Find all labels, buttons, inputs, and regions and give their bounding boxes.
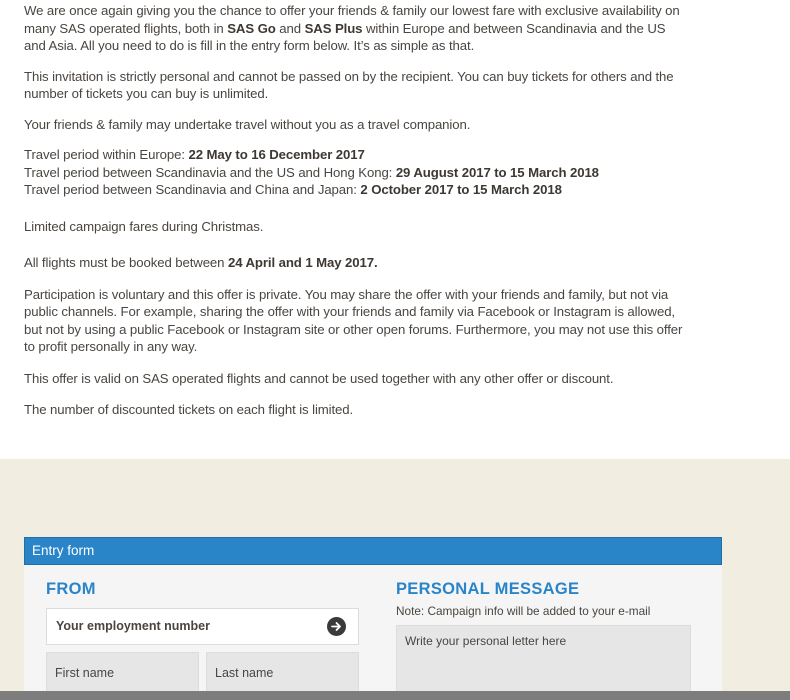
travel-period-us-label: Travel period between Scandinavia and the US and Hong Kong: [24,164,396,180]
sas-plus-label: SAS Plus [304,20,363,36]
entry-form [24,537,722,700]
booking-period [24,254,684,272]
travel-period-europe-label: Travel period within Europe: [24,147,189,162]
travel-period-us-value: 29 August 2017 to 15 March 2018 [395,164,599,180]
arrow-right-icon[interactable] [327,617,346,636]
validity-paragraph: This offer is valid on SAS operated flights and cannot be used together with any other offer or discount. [24,370,614,386]
campaign-info [24,0,684,419]
last-name-field[interactable] [206,652,359,692]
intro-text: We are once again giving you the chance to offer your friends & family our lowest fare with exclusive availability on many SAS operated flights, both in [24,3,680,36]
intro-paragraph [24,2,684,55]
booking-period-value: 24 April and 1 May 2017. [227,255,378,270]
companion-paragraph: Your friends & family may undertake travel without you as a travel companion. [24,116,471,132]
campaign-note: Note: Campaign info will be added to your e-mail [396,604,651,618]
travel-period-asia-value: 2 October 2017 to 15 March 2018 [360,182,562,197]
intro-text-and: and [275,20,305,36]
participation-paragraph: Participation is voluntary and this offer is private. You may share the offer with your friends and family, but not via public channels. For example, sharing the offer with your friends and family via Facebook or Instagram is allowed, but not by using a public Facebook or Instagram site or other open forums. Furthermore, you may not use this offer to profit personally in any way. [24,286,683,354]
personal-message-placeholder: Write your personal letter here [405,634,567,648]
travel-periods [24,146,684,199]
booking-period-label: All flights must be booked between [24,255,228,270]
entry-form-header: Entry form [24,537,722,565]
personal-invitation-paragraph: This invitation is strictly personal and cannot be passed on by the recipient. You can buy tickets for others and the number of tickets you can buy is unlimited. [24,68,674,101]
personal-message-textarea[interactable] [396,625,691,700]
travel-period-asia-label: Travel period between Scandinavia and China and Japan: [24,182,361,197]
personal-message-title: PERSONAL MESSAGE [396,580,580,598]
bottom-scrollbar[interactable] [0,691,790,700]
from-title: FROM [46,580,96,598]
christmas-paragraph: Limited campaign fares during Christmas. [24,218,264,234]
employment-number-field[interactable] [46,608,359,645]
limited-paragraph: The number of discounted tickets on each flight is limited. [24,402,354,417]
employment-number-label: Your employment number [56,619,210,633]
travel-period-europe-value: 22 May to 16 December 2017 [188,147,365,162]
sas-go-label: SAS Go [227,20,276,36]
intro-text-end: within Europe and between Scandinavia and the US and Asia. All you need to do is fill in the entry form below. It’s as simple as that. [24,20,666,53]
first-name-placeholder: First name [55,666,115,680]
first-name-field[interactable] [46,652,199,692]
last-name-placeholder: Last name [215,666,274,680]
